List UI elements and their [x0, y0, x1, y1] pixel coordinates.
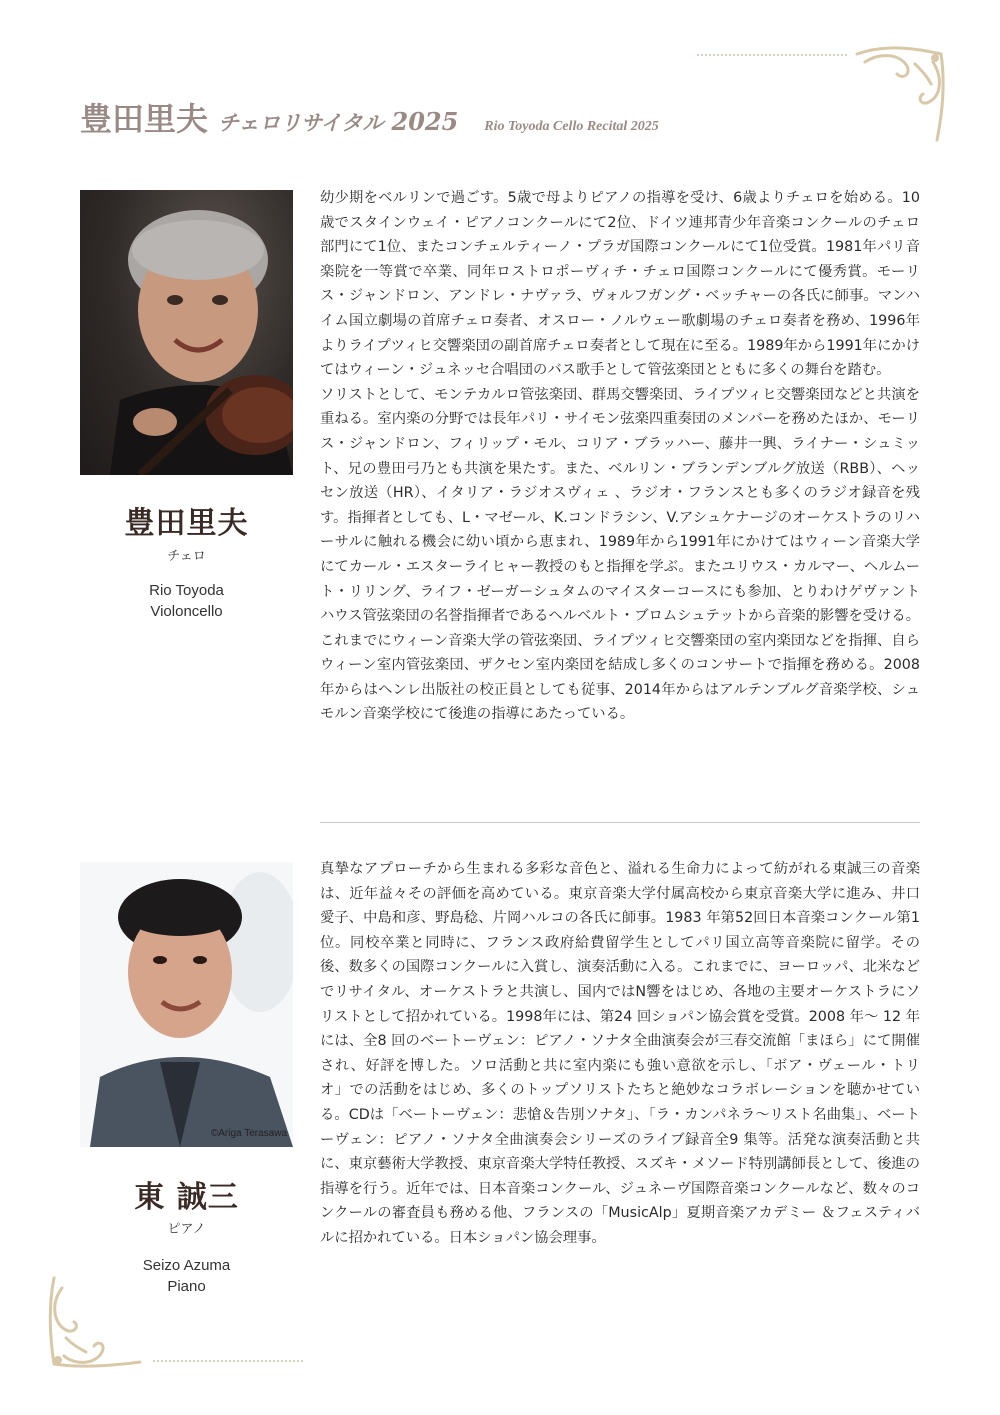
pianist-portrait [80, 862, 293, 1147]
cellist-name-en: Rio Toyoda [149, 582, 224, 599]
cellist-role-en: Violoncello [150, 603, 223, 620]
bio-paragraph: ソリストとして、モンテカルロ管弦楽団、群馬交響楽団、ライプツィヒ交響楽団などと共演を重ねる。室内楽の分野では長年パリ・サイモン弦楽四重奏団のメンバーを務めたほか、モーリス・ジャンドロン、フィリップ・モル、コリア・ブラッハー、藤井一興、ライナー・シュミット、兄の豊田弓乃とも共演を果たす。また、ベルリン・ブランデンブルグ放送（RBB）、ヘッセン放送（HR）、イタリア・ラジオスヴィェ 、ラジオ・フランスとも多くのラジオ録音を残す。指揮者としても、L・マゼール、K.コンドラシン、V.アシュケナージのオーケストラのリハーサルに触れる機会に幼い頃から恵まれ、1989年から1991年にかけてはウィーン音楽大学にてカール・エスターライヒャー教授のもと指揮を学ぶ。またユリウス・カルマー、ヘルムート・リリング、ライフ・ゼーガーシュタムのマイスターコースにも参加、とりわけゲヴァントハウス管弦楽団の名誉指揮者であるヘルベルト・ブロムシュテットから音楽的影響を受ける。これまでにウィーン音楽大学の管弦楽団、ライプツィヒ交響楽団の室内楽団などを指揮、自らウィーン室内管弦楽団、ザクセン室内楽団を結成し多くのコンサートで指揮を務める。2008年からはヘンレ出版社の校正員としても従事、2014年からはアルテンブルグ音楽学校、シュモルン音楽学校にて後進の指導にあたっている。 [320, 386, 920, 723]
header-subtitle: チェロリサイタル [218, 110, 384, 135]
dotted-rule-bottom [153, 1360, 303, 1362]
pianist-name-jp: 東 誠三 [134, 1180, 239, 1215]
corner-ornament-top-right [845, 40, 955, 150]
header-name: 豊田里夫 [80, 100, 209, 138]
header-year: 2025 [391, 107, 459, 136]
section-divider [320, 822, 920, 823]
pianist-role-en: Piano [167, 1278, 206, 1295]
pianist-biography [320, 857, 920, 1251]
cellist-portrait [80, 190, 293, 475]
bio-paragraph: 幼少期をベルリンで過ごす。5歳で母よりピアノの指導を受け、6歳よりチェロを始める。10歳でスタインウェイ・ピアノコンクールにて2位、ドイツ連邦青少年音楽コンクールのチェロ部門にて1位、またコンチェルティーノ・プラガ国際コンクールにて1位受賞。1981年パリ音楽院を一等賞で卒業、同年ロストロポーヴィチ・チェロ国際コンクールにて優秀賞。モーリス・ジャンドロン、アンドレ・ナヴァラ、ヴォルフガング・ベッチャーの各氏に師事。マンハイム国立劇場の首席チェロ奏者、オスロー・ノルウェー歌劇場のチェロ奏者を務め、1996年よりライプツィヒ交響楽団の副首席チェロ奏者として現在に至る。1989年から1991年にかけてはウィーン・ジュネッセ合唱団のバス歌手として管弦楽団とともに多くの舞台を踏む。 [320, 190, 920, 379]
header-english-title: Rio Toyoda Cello Recital 2025 [484, 119, 659, 134]
pianist-name-en: Seizo Azuma [142, 1257, 231, 1274]
bio-paragraph: 真摯なアプローチから生まれる多彩な音色と、溢れる生命力によって紡がれる東誠三の音楽は、近年益々その評価を高めている。東京音楽大学付属高校から東京音楽大学に進み、井口愛子、中島和彦、野島稔、片岡ハルコの各氏に師事。1983 年第52回日本音楽コンクール第1位。同校卒業と同時に、フランス政府給費留学生としてパリ国立高等音楽院に留学。その後、数多くの国際コンクールに入賞し、演奏活動に入る。これまでに、ヨーロッパ、北米などでリサイタル、オーケストラと共演し、国内ではN響をはじめ、各地の主要オーケストラにソリストとして招かれている。1998年には、第24 回ショパン協会賞を受賞。2008 年～ 12 年には、全8 回のベートーヴェン：ピアノ・ソナタ全曲演奏会が三春交流館「まほら」にて開催され、好評を博した。ソロ活動と共に室内楽にも強い意欲を示し、「ボア・ヴェール・トリオ」での活動をはじめ、多くのトップソリストたちと絶妙なコラボレーションを聴かせている。CDは「ベートーヴェン：悲愴＆告別ソナタ」、「ラ・カンパネラ～リスト名曲集」、ベートーヴェン：ピアノ・ソナタ全曲演奏会シリーズのライブ録音全9 集等。活発な演奏活動と共に、東京藝術大学教授、東京音楽大学特任教授、スズキ・メソード特別講師長として、後進の指導を行う。近年では、日本音楽コンクール、ジュネーヴ国際音楽コンクールなど、数々のコンクールの審査員も務める他、フランスの「MusicAlp」夏期音楽アカデミー ＆フェスティバルに招かれている。日本ショパン協会理事。 [320, 861, 920, 1246]
photo-credit: ©Ariga Terasawa [210, 1128, 287, 1139]
dotted-rule-top [697, 54, 847, 56]
cellist-name-jp: 豊田里夫 [124, 506, 249, 541]
cellist-role-jp: チェロ [167, 549, 206, 564]
pianist-role-jp: ピアノ [167, 1222, 206, 1237]
page-header [80, 94, 659, 140]
cellist-biography [320, 186, 920, 727]
